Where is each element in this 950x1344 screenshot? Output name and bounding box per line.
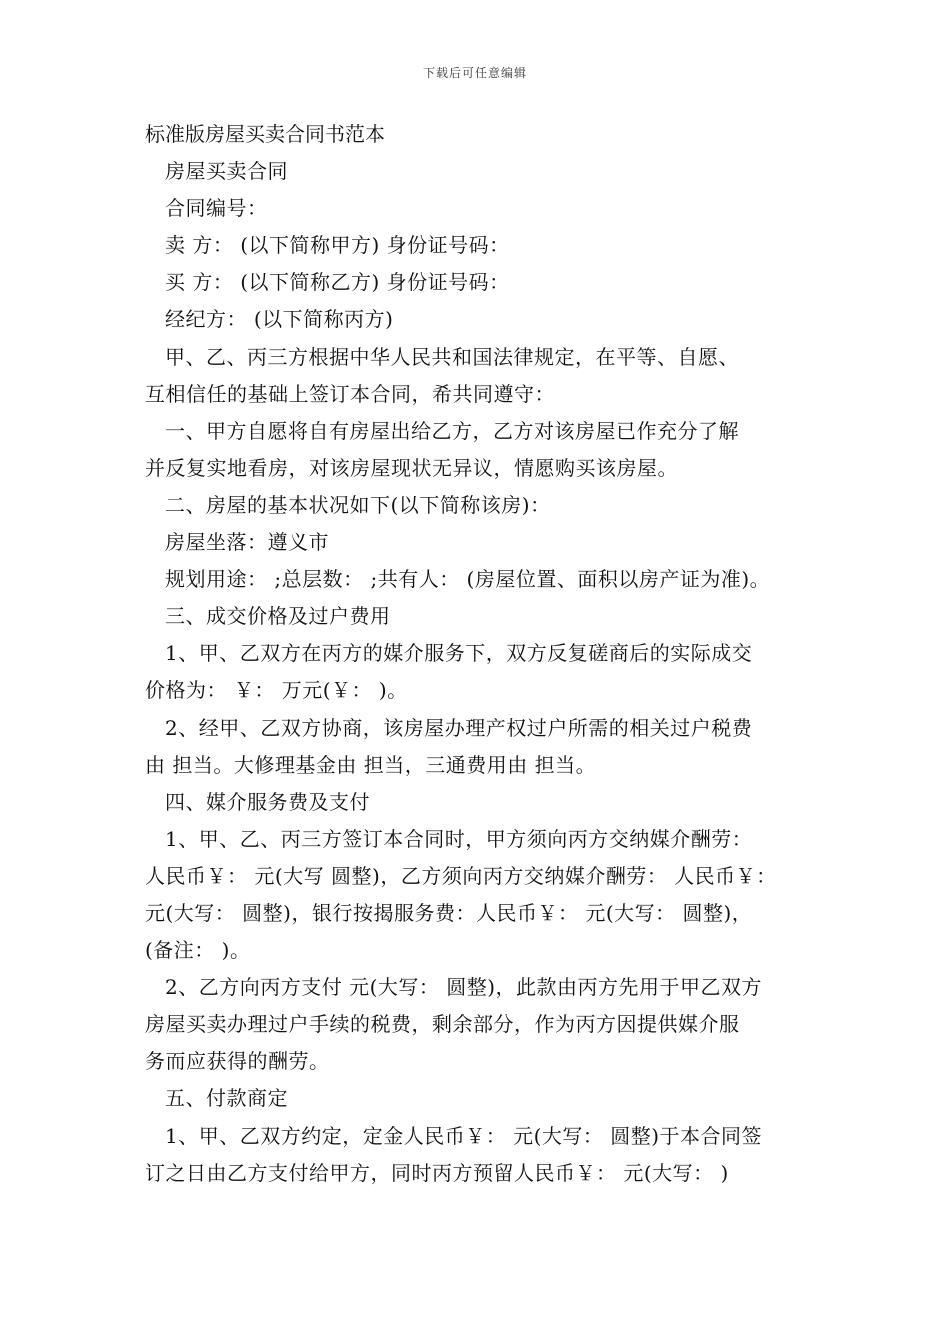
document-line: 一、甲方自愿将自有房屋出给乙方，乙方对该房屋已作充分了解 bbox=[165, 418, 739, 443]
document-line: 元(大写： 圆整)，银行按揭服务费：人民币￥： 元(大写： 圆整)， bbox=[145, 900, 753, 925]
page-header-note: 下载后可任意编辑 bbox=[422, 66, 527, 80]
document-line: 卖 方： (以下简称甲方) 身份证号码： bbox=[165, 233, 510, 258]
document-line: 五、付款商定 bbox=[165, 1086, 288, 1111]
document-line: 人民币￥： 元(大写 圆整)，乙方须向丙方交纳媒介酬劳： 人民币￥： bbox=[145, 863, 777, 888]
document-line: 务而应获得的酬劳。 bbox=[145, 1049, 330, 1074]
document-line: 房屋坐落：遵义市 bbox=[165, 530, 329, 555]
document-line: 订之日由乙方支付给甲方，同时丙方预留人民币￥： 元(大写： ) bbox=[145, 1160, 729, 1185]
document-line: 1、甲、乙、丙三方签订本合同时，甲方须向丙方交纳媒介酬劳： bbox=[165, 826, 753, 851]
document-line: 互相信任的基础上签订本合同，希共同遵守： bbox=[145, 381, 555, 406]
document-line: (备注： )。 bbox=[145, 938, 251, 963]
document-line: 经纪方： (以下简称丙方) bbox=[165, 307, 394, 332]
document-line: 四、媒介服务费及支付 bbox=[165, 789, 370, 814]
document-line: 1、甲、乙双方在丙方的媒介服务下，双方反复磋商后的实际成交 bbox=[165, 641, 753, 666]
document-line: 由 担当。大修理基金由 担当，三通费用由 担当。 bbox=[145, 752, 597, 777]
document-line: 甲、乙、丙三方根据中华人民共和国法律规定，在平等、自愿、 bbox=[165, 344, 739, 369]
document-line: 三、成交价格及过户费用 bbox=[165, 604, 391, 629]
document-title: 标准版房屋买卖合同书范本 bbox=[145, 122, 385, 146]
document-line: 并反复实地看房，对该房屋现状无异议，情愿购买该房屋。 bbox=[145, 455, 678, 480]
document-line: 1、甲、乙双方约定，定金人民币￥： 元(大写： 圆整)于本合同签 bbox=[165, 1123, 763, 1148]
document-line: 2、乙方向丙方支付 元(大写： 圆整)，此款由丙方先用于甲乙双方 bbox=[165, 975, 763, 1000]
document-line: 合同编号： bbox=[165, 196, 268, 221]
document-line: 规划用途： ;总层数： ;共有人： (房屋位置、面积以房产证为准)。 bbox=[165, 567, 771, 592]
document-line: 2、经甲、乙双方协商，该房屋办理产权过户所需的相关过户税费 bbox=[165, 715, 753, 740]
document-line: 买 方： (以下简称乙方) 身份证号码： bbox=[165, 270, 510, 295]
document-line: 二、房屋的基本状况如下(以下简称该房)： bbox=[165, 492, 551, 517]
contract-body bbox=[145, 116, 835, 1192]
document-line: 房屋买卖合同 bbox=[165, 159, 288, 184]
document-line: 价格为： ￥： 万元(￥： )。 bbox=[145, 678, 408, 703]
document-line: 房屋买卖办理过户手续的税费，剩余部分，作为丙方因提供媒介服 bbox=[145, 1012, 740, 1037]
